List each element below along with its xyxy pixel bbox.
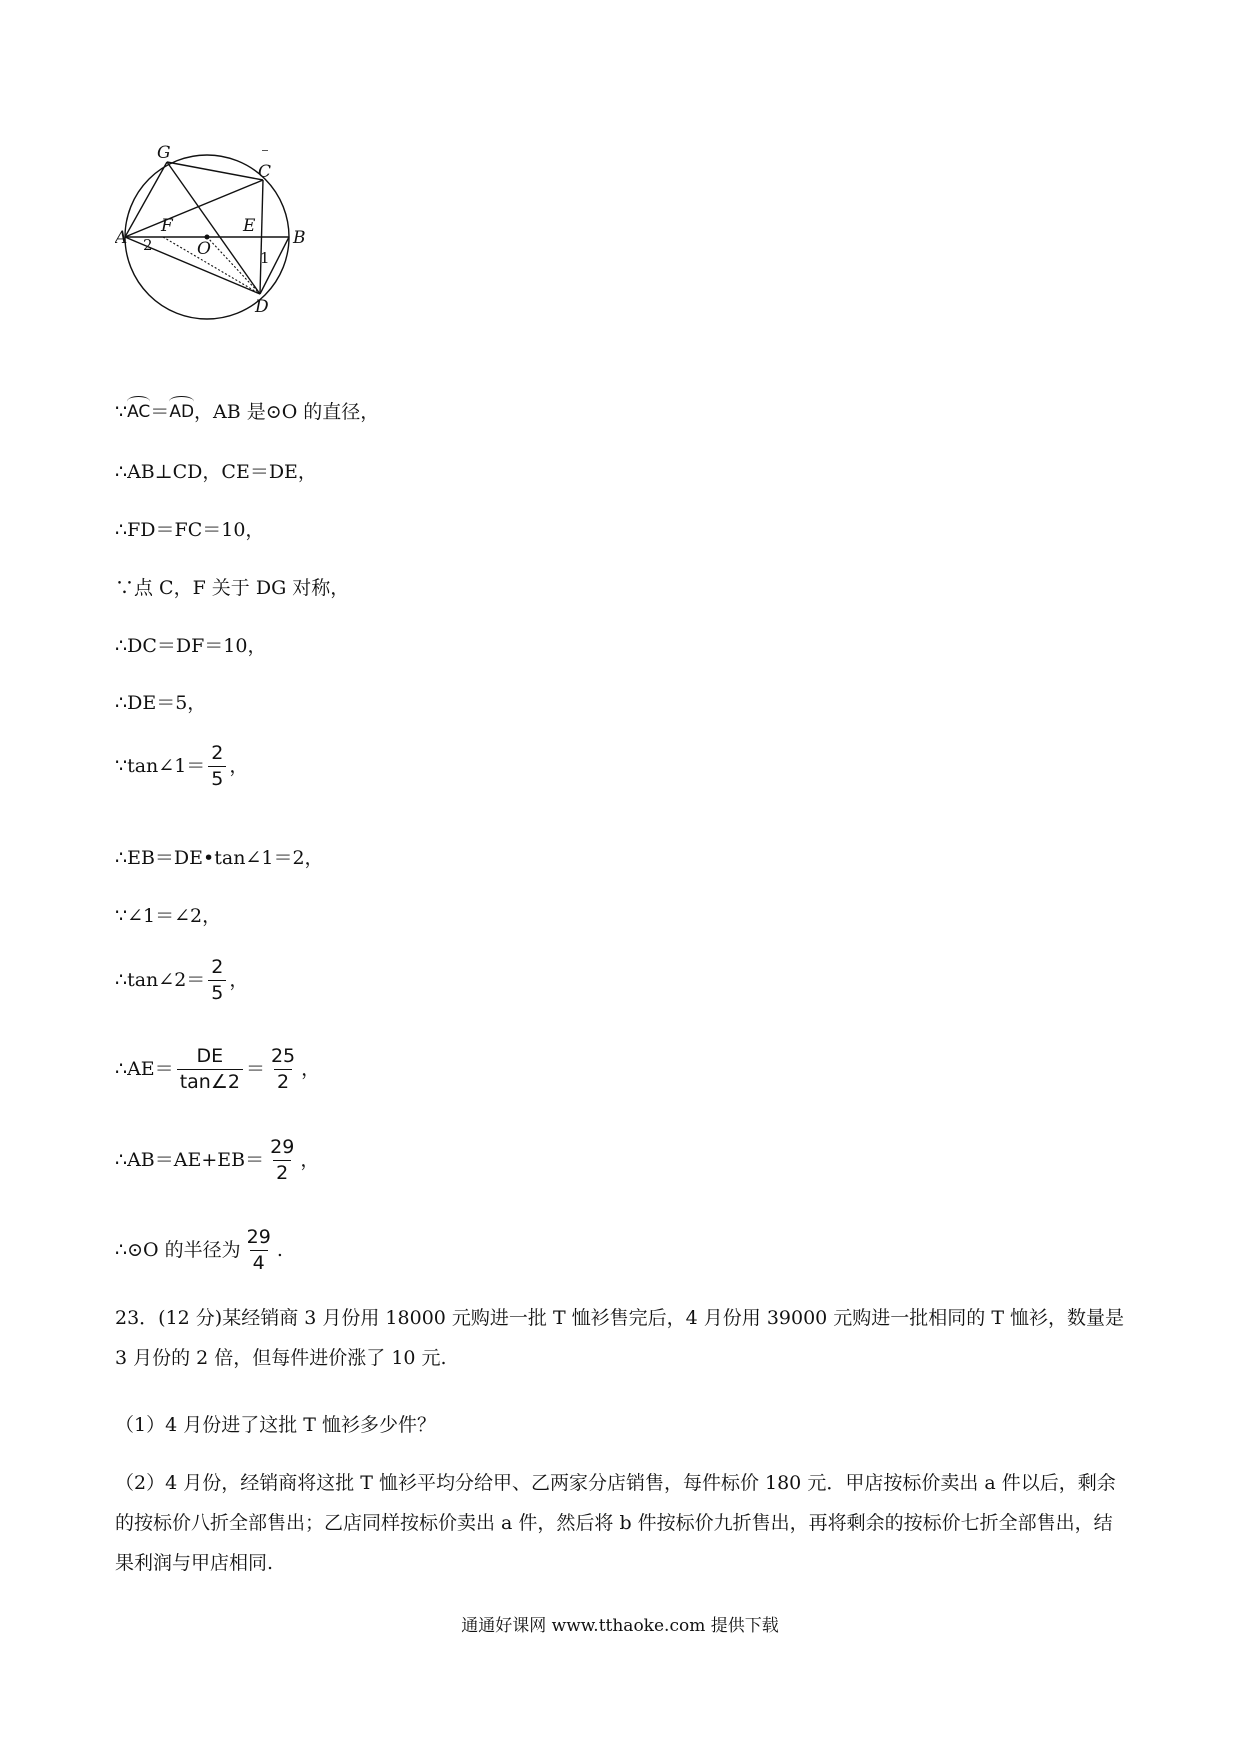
page-footer: 通通好课网 www.tthaoke.com 提供下载 (461, 1616, 779, 1636)
proof-text: ， (301, 1057, 321, 1080)
fraction (267, 1135, 297, 1184)
denominator: 5 (208, 766, 226, 789)
fraction (177, 1044, 243, 1093)
proof-text: ， (229, 754, 249, 777)
label-angle-2: 2 (143, 236, 153, 254)
numerator: 29 (270, 1135, 295, 1158)
proof-text: ， (229, 968, 249, 991)
equals-sign: ＝ (150, 401, 170, 423)
proof-line-5 (115, 637, 266, 656)
proof-text: ∴⊙O 的半径为 (115, 1238, 241, 1261)
proof-line-3 (115, 521, 264, 540)
proof-text: ∵∠1＝∠2， (115, 905, 222, 927)
fraction (208, 741, 226, 790)
proof-line-7 (115, 737, 248, 795)
numerator: 2 (211, 741, 224, 764)
proof-text: ∴EB＝DE•tan∠1＝2， (115, 847, 324, 869)
fraction (244, 1225, 274, 1274)
proof-text: ∴DC＝DF＝10， (115, 635, 267, 657)
proof-line-13 (115, 1221, 283, 1279)
segment-gc (167, 162, 263, 180)
numerator: 2 (211, 955, 224, 978)
proof-text: ∵tan∠1＝ (115, 754, 206, 777)
proof-line-1 (115, 403, 379, 422)
segment-od-dashed (207, 237, 260, 294)
denominator: tan∠2 (177, 1069, 243, 1092)
label-e: E (243, 216, 256, 236)
proof-text: ∴DE＝5， (115, 692, 207, 714)
numerator: 25 (270, 1044, 296, 1067)
proof-text: ∴AB＝AE+EB＝ (115, 1148, 265, 1171)
figure-mark (262, 150, 268, 151)
label-angle-1: 1 (260, 249, 270, 267)
fraction (268, 1044, 298, 1093)
label-o: O (197, 239, 211, 259)
proof-line-10 (115, 951, 248, 1009)
proof-text: . (276, 1238, 283, 1261)
proof-text: ∴tan∠2＝ (115, 968, 206, 991)
denominator: 2 (273, 1160, 291, 1183)
label-d: D (255, 297, 269, 317)
proof-text: ∴AE＝ (115, 1057, 174, 1080)
proof-text: ∵点 C，F 关于 DG 对称， (115, 577, 350, 599)
proof-text: ∴AB⊥CD，CE＝DE， (115, 461, 317, 483)
proof-text: ，AB 是⊙O 的直径， (194, 401, 380, 423)
fraction (208, 955, 226, 1004)
proof-line-2 (115, 463, 317, 482)
label-b: B (293, 228, 306, 248)
numerator: DE (196, 1044, 224, 1067)
denominator: 4 (250, 1250, 268, 1273)
numerator: 29 (246, 1225, 271, 1248)
label-g: G (157, 143, 171, 163)
problem-23: 23．(12 分)某经销商 3 月份用 18000 元购进一批 T 恤衫售完后，4 月份用 39000 元购进一批相同的 T 恤衫，数量是 3 月份的 2 倍，但每件进价涨了 10 元. (115, 1307, 1125, 1369)
segment-fd-dashed (163, 237, 260, 294)
problem-23-part-1: （1）4 月份进了这批 T 恤衫多少件？ (115, 1414, 436, 1436)
proof-line-9 (115, 907, 221, 926)
proof-line-4 (115, 579, 349, 598)
problem-23-part-2: （2）4 月份，经销商将这批 T 恤衫平均分给甲、乙两家分店销售，每件标价 180 元．甲店按标价卖出 a 件以后，剩余的按标价八折全部售出；乙店同样按标价卖出 a 件，然后将 b 件按标价九折售出，再将剩余的按标价七折全部售出，结果利润与甲店相同. (115, 1472, 1116, 1574)
label-f: F (161, 216, 173, 236)
circle-figure (115, 130, 345, 350)
denominator: 2 (274, 1069, 292, 1092)
equals-sign: ＝ (245, 1057, 265, 1080)
proof-text: ∴FD＝FC＝10， (115, 519, 265, 541)
proof-line-12 (115, 1131, 319, 1189)
proof-line-11 (115, 1040, 320, 1098)
arc-ad: AD (169, 402, 195, 422)
proof-line-8 (115, 849, 324, 868)
proof-text: ， (300, 1148, 320, 1171)
label-a: A (115, 228, 128, 248)
because-symbol: ∵ (115, 401, 128, 423)
arc-ac: AC (127, 402, 151, 422)
denominator: 5 (208, 980, 226, 1003)
proof-line-6 (115, 694, 206, 713)
label-c: C (258, 162, 272, 182)
